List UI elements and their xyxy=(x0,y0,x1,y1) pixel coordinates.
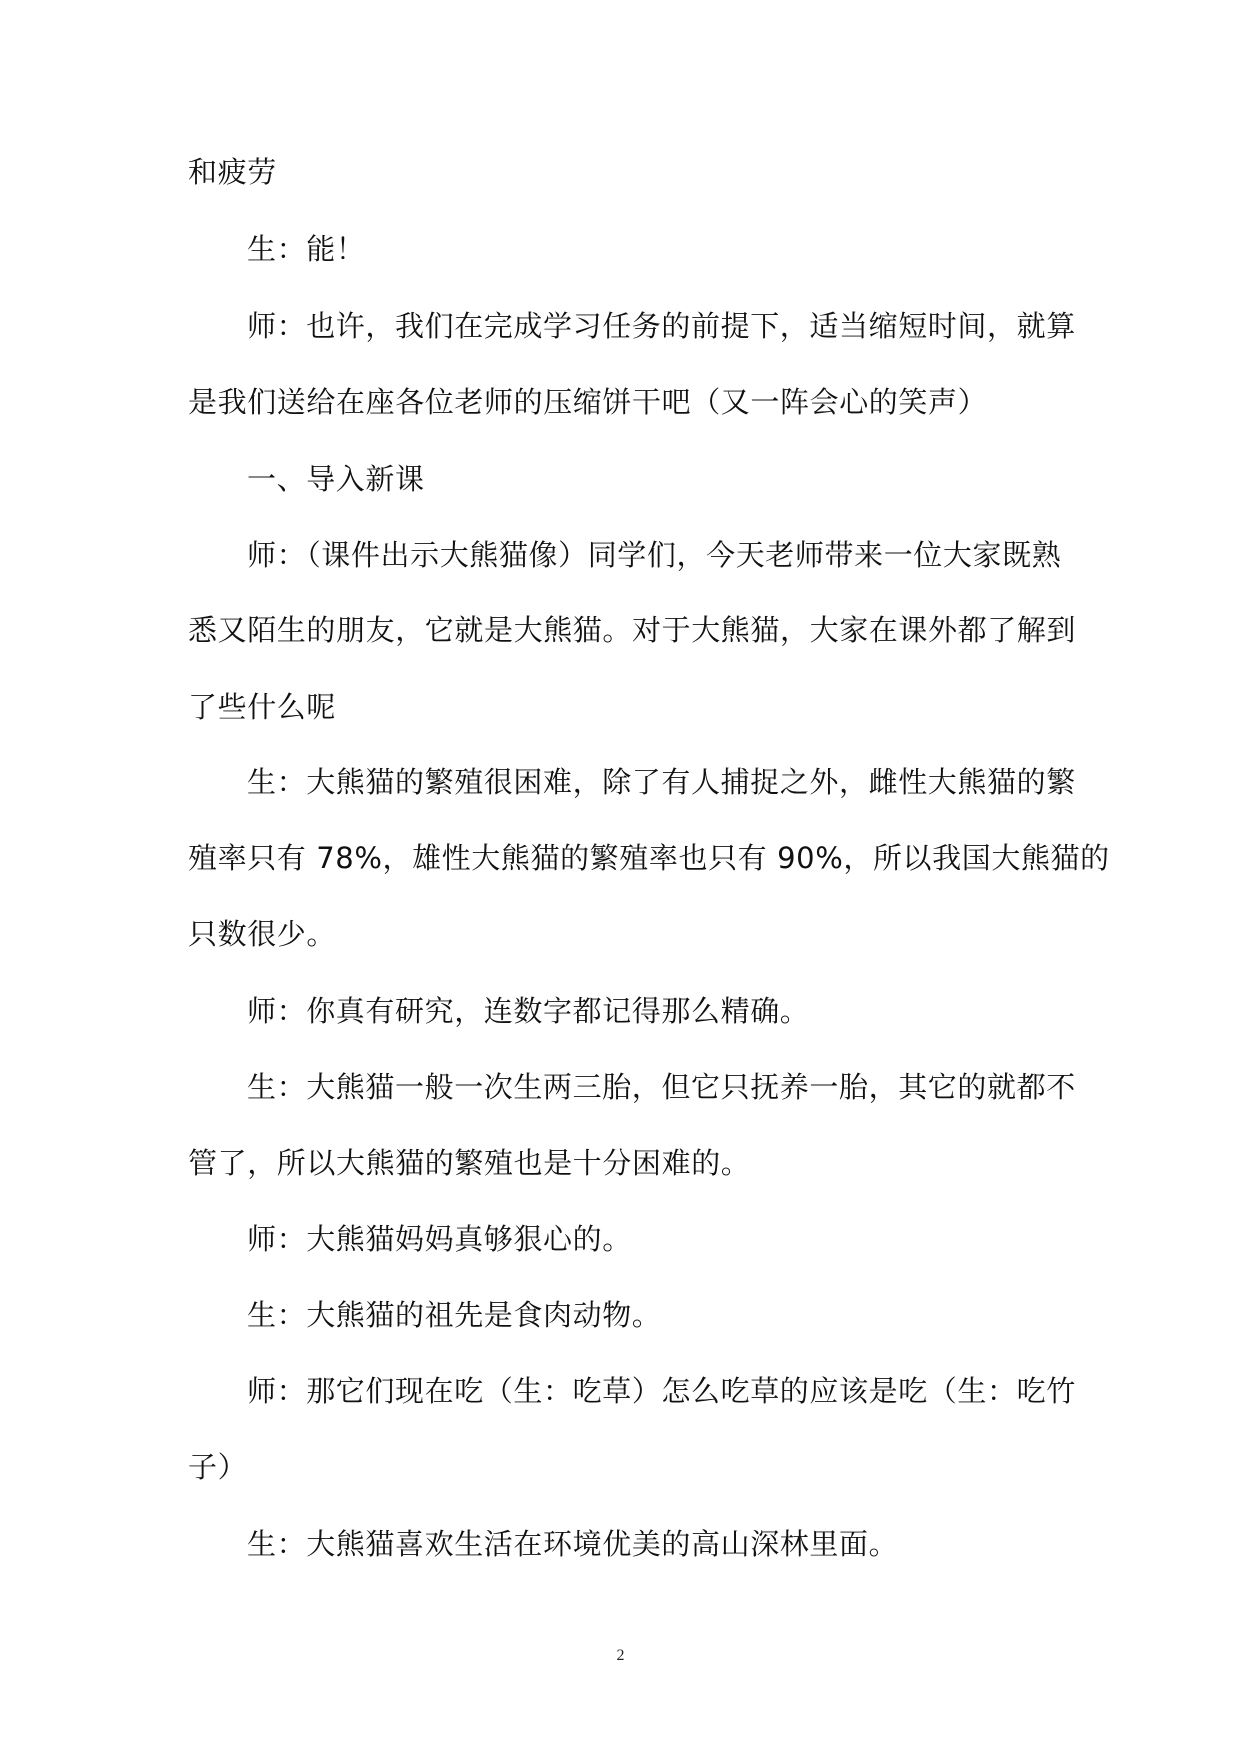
page-number: 2 xyxy=(616,1647,625,1664)
text-line: 生：大熊猫一般一次生两三胎，但它只抚养一胎，其它的就都不 xyxy=(247,1070,1076,1104)
text-line: 师：你真有研究，连数字都记得那么精确。 xyxy=(247,994,810,1028)
text-line: 生：大熊猫喜欢生活在环境优美的高山深林里面。 xyxy=(247,1527,899,1561)
text-line: 生：大熊猫的繁殖很困难，除了有人捕捉之外，雌性大熊猫的繁 xyxy=(247,765,1076,799)
text-line: 师：（课件出示大熊猫像）同学们，今天老师带来一位大家既熟 xyxy=(247,538,1062,572)
text-line: 师：也许，我们在完成学习任务的前提下，适当缩短时间，就算 xyxy=(247,309,1076,343)
text-line: 子） xyxy=(188,1450,248,1484)
text-line: 是我们送给在座各位老师的压缩饼干吧（又一阵会心的笑声） xyxy=(188,385,988,419)
text-line: 生：能！ xyxy=(247,232,366,266)
text-line: 师：大熊猫妈妈真够狠心的。 xyxy=(247,1222,632,1256)
text-line: 师：那它们现在吃（生：吃草）怎么吃草的应该是吃（生：吃竹 xyxy=(247,1374,1076,1408)
text-line: 悉又陌生的朋友，它就是大熊猫。对于大熊猫，大家在课外都了解到 xyxy=(188,613,1077,647)
text-line: 管了，所以大熊猫的繁殖也是十分困难的。 xyxy=(188,1146,751,1180)
text-line: 殖率只有 78%，雄性大熊猫的繁殖率也只有 90%，所以我国大熊猫的 xyxy=(188,841,1110,875)
text-line: 和疲劳 xyxy=(188,155,277,189)
text-line: 生：大熊猫的祖先是食肉动物。 xyxy=(247,1298,662,1332)
text-line: 只数很少。 xyxy=(188,917,337,951)
section-heading: 一、导入新课 xyxy=(247,462,425,496)
text-line: 了些什么呢 xyxy=(188,690,337,724)
